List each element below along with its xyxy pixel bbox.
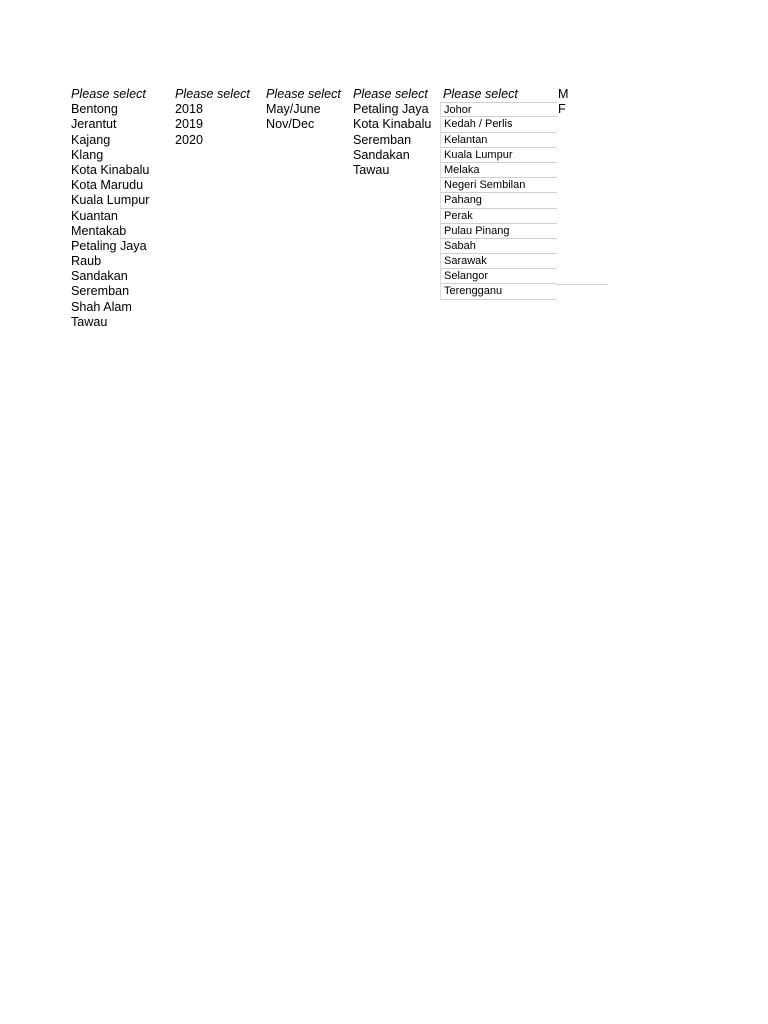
list-item: Jerantut <box>71 117 117 132</box>
list-item: Mentakab <box>71 223 127 238</box>
list-item: Kuala Lumpur <box>440 148 557 163</box>
list-item: Perak <box>440 209 557 224</box>
year-column <box>175 87 250 148</box>
list-item: Negeri Sembilan <box>440 178 557 193</box>
list-item: Kota Kinabalu <box>353 117 432 132</box>
list-item: Klang <box>71 147 104 162</box>
list-item: Seremban <box>71 284 130 299</box>
list-item: Seremban <box>353 132 412 147</box>
cell-border-line <box>557 284 607 285</box>
list-item: Raub <box>71 254 102 269</box>
list-item: Tawau <box>353 162 390 177</box>
list-item: 2018 <box>175 102 204 117</box>
state-header: Please select <box>443 87 518 101</box>
list-item: 2019 <box>175 117 204 132</box>
list-item: Kedah / Perlis <box>440 117 557 132</box>
list-item: Nov/Dec <box>266 117 315 132</box>
list-item: Sabah <box>440 239 557 254</box>
month-column <box>266 87 341 133</box>
list-item: Melaka <box>440 163 557 178</box>
list-item: Terengganu <box>440 284 557 299</box>
state-column <box>440 87 557 300</box>
list-item: Sandakan <box>71 269 128 284</box>
list-item: Bentong <box>71 102 118 117</box>
list-item: Pulau Pinang <box>440 224 557 239</box>
location-column <box>71 87 149 330</box>
centre-column <box>353 87 431 178</box>
list-item: Tawau <box>71 314 108 329</box>
list-item: Kota Marudu <box>71 178 144 193</box>
centre-header: Please select <box>353 87 428 101</box>
year-header: Please select <box>175 87 250 101</box>
list-item: Kelantan <box>440 133 557 148</box>
list-item: Johor <box>440 102 557 117</box>
list-item: Sandakan <box>353 147 410 162</box>
list-item: Petaling Jaya <box>71 238 147 253</box>
list-item: Kuala Lumpur <box>71 193 150 208</box>
location-header: Please select <box>71 87 146 101</box>
list-item: Kota Kinabalu <box>71 162 150 177</box>
list-item: 2020 <box>175 132 204 147</box>
list-item: May/June <box>266 102 321 117</box>
list-item: Shah Alam <box>71 299 132 314</box>
list-item: Sarawak <box>440 254 557 269</box>
gender-column <box>558 87 569 117</box>
list-item: Kajang <box>71 132 111 147</box>
list-item: F <box>558 102 566 117</box>
list-item: Kuantan <box>71 208 118 223</box>
month-header: Please select <box>266 87 341 101</box>
list-item: Petaling Jaya <box>353 102 429 117</box>
list-item: Selangor <box>440 269 557 284</box>
list-item: M <box>558 87 569 101</box>
list-item: Pahang <box>440 193 557 208</box>
